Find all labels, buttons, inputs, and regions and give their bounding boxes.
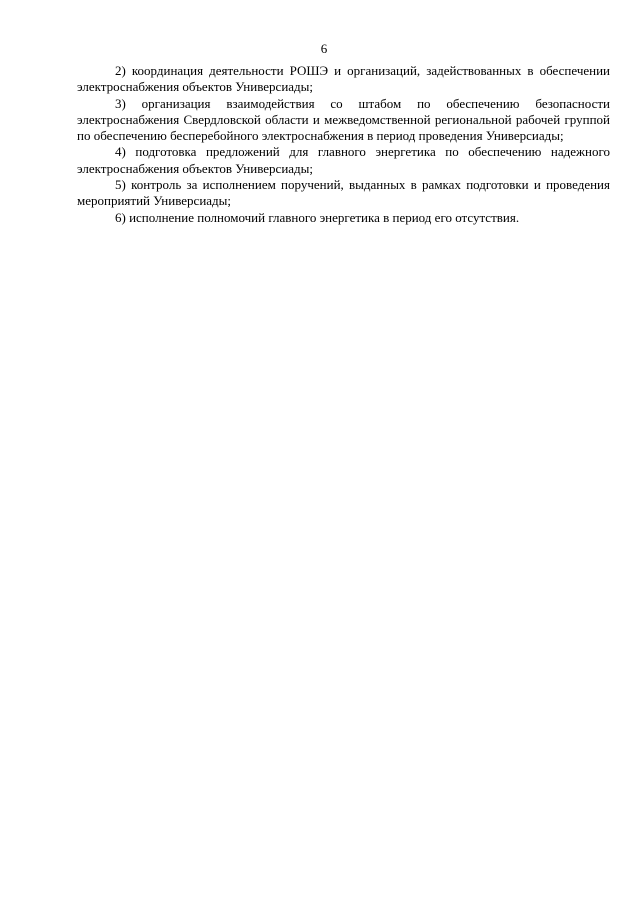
list-item-6: 6) исполнение полномочий главного энергетика в период его отсутствия.: [115, 209, 520, 225]
list-item-4: 4) подготовка предложений для главного энергетика по обеспечению надежного электроснабжения объектов Универсиады;: [77, 144, 610, 176]
document-body: [77, 63, 610, 226]
page-number: 6: [320, 41, 328, 56]
list-item-2: 2) координация деятельности РОШЭ и организаций, задействованных в обеспечении электроснабжения объектов Универсиады;: [77, 63, 610, 95]
list-item-3: 3) организация взаимодействия со штабом по обеспечению безопасности электроснабжения Свердловской области и межведомственной региональной рабочей группой по обеспечению бесперебойного электроснабжения в период проведения Универсиады;: [77, 95, 610, 144]
list-item-5: 5) контроль за исполнением поручений, выданных в рамках подготовки и проведения мероприятий Универсиады;: [77, 177, 610, 209]
